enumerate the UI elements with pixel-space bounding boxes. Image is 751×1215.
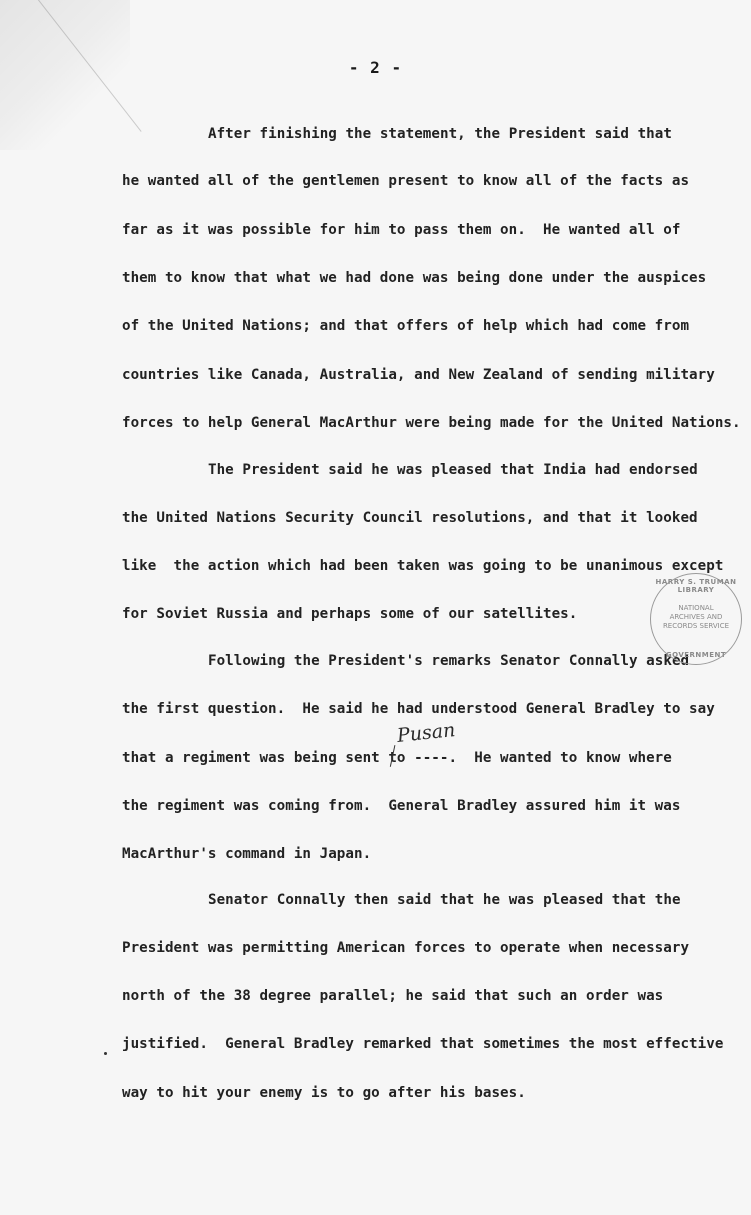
text-line: way to hit your enemy is to go after his bases. (122, 1085, 526, 1101)
archive-stamp (650, 573, 742, 665)
page-number: - 2 - (348, 58, 403, 77)
text-line: After finishing the statement, the President said that (208, 126, 672, 142)
stamp-center-text: NATIONAL ARCHIVES AND RECORDS SERVICE (662, 604, 730, 630)
text-line: President was permitting American forces to operate when necessary (122, 940, 690, 956)
text-line: of the United Nations; and that offers of help which had come from (122, 318, 690, 334)
text-line: Following the President's remarks Senator Connally asked (208, 653, 690, 669)
text-line: Senator Connally then said that he was pleased that the (208, 892, 681, 908)
text-line: justified. General Bradley remarked that sometimes the most effective (122, 1036, 724, 1052)
text-line: The President said he was pleased that India had endorsed (208, 462, 698, 478)
text-line: forces to help General MacArthur were being made for the United Nations. (122, 415, 741, 431)
text-line: far as it was possible for him to pass them on. He wanted all of (122, 222, 681, 238)
text-line: countries like Canada, Australia, and New Zealand of sending military (122, 367, 715, 383)
text-line: for Soviet Russia and perhaps some of our satellites. (122, 606, 578, 622)
text-line: the first question. He said he had understood General Bradley to say (122, 701, 715, 717)
text-line: the United Nations Security Council resolutions, and that it looked (122, 510, 698, 526)
text-line: the regiment was coming from. General Bradley assured him it was (122, 798, 681, 814)
handwritten-insertion: Pusan (396, 719, 457, 747)
text-line: north of the 38 degree parallel; he said that such an order was (122, 988, 664, 1004)
text-line: them to know that what we had done was being done under the auspices (122, 270, 707, 286)
stamp-ring-bottom: GOVERNMENT (665, 651, 727, 659)
text-line: like the action which had been taken was going to be unanimous except (122, 558, 724, 574)
text-line: MacArthur's command in Japan. (122, 846, 372, 862)
text-line: that a regiment was being sent to ----. He wanted to know where (122, 750, 672, 766)
ink-speck (104, 1052, 107, 1055)
stamp-ring-top: HARRY S. TRUMAN LIBRARY (655, 578, 737, 594)
text-line: he wanted all of the gentlemen present to know all of the facts as (122, 173, 690, 189)
